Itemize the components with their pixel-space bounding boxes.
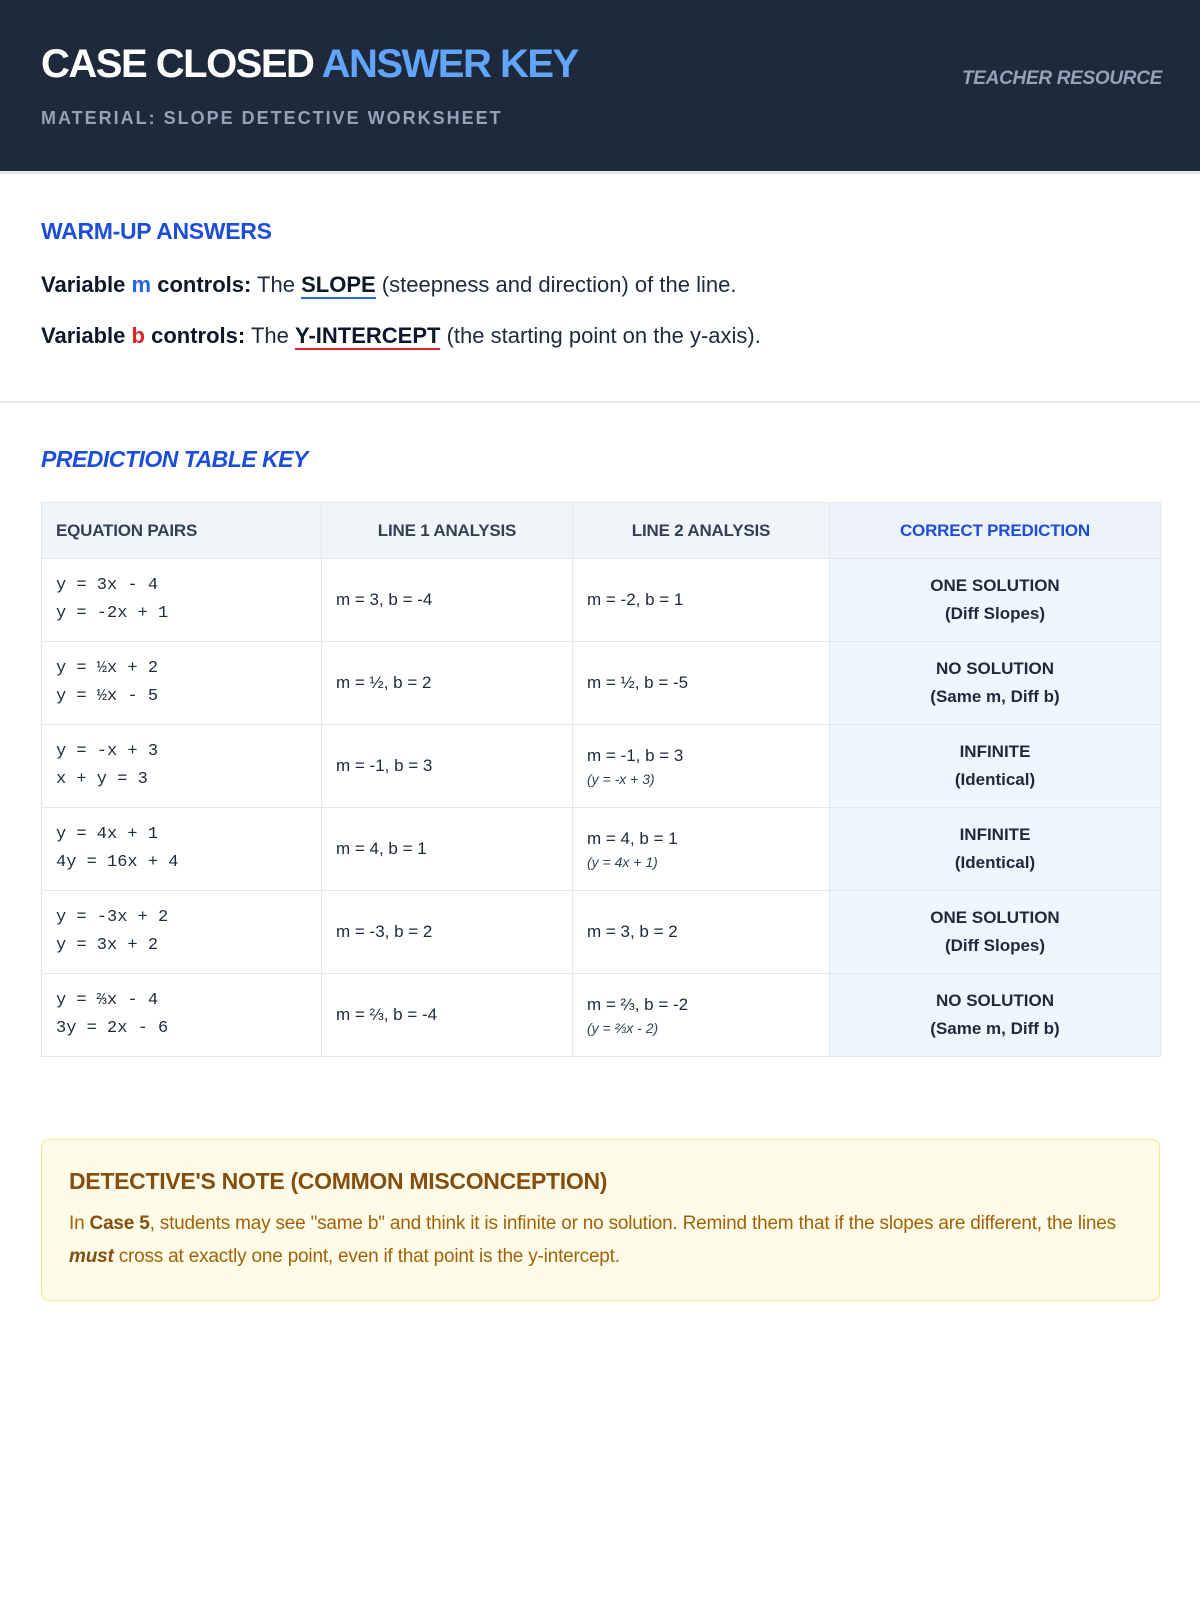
equation-2: y = 3x + 2 (56, 936, 159, 955)
line2-prefix: Variable (41, 323, 126, 348)
equation-pair-cell (42, 642, 322, 725)
prediction-cell (830, 974, 1161, 1057)
equation-2: x + y = 3 (56, 770, 148, 789)
prediction-reason: (Identical) (954, 770, 1036, 789)
line2-analysis-cell (573, 642, 830, 725)
equation-1: y = -x + 3 (56, 742, 159, 761)
equation-1: y = -3x + 2 (56, 908, 169, 927)
table-row (42, 642, 1161, 725)
line1-controls: controls: (157, 272, 252, 297)
prediction-reason: (Same m, Diff b) (930, 687, 1060, 706)
line1-rest: (steepness and direction) of the line. (381, 272, 737, 297)
line1-analysis-cell (322, 974, 573, 1057)
title-main: CASE CLOSED (41, 42, 314, 86)
line2-rewritten: (y = -x + 3) (587, 770, 655, 787)
table-row (42, 559, 1161, 642)
line2-analysis: m = -1, b = 3 (587, 745, 684, 765)
prediction-reason: (Same m, Diff b) (930, 1019, 1060, 1038)
line1-analysis: m = ½, b = 2 (336, 673, 432, 692)
note-body (69, 1207, 1132, 1273)
line2-analysis: m = -2, b = 1 (587, 590, 684, 609)
equation-2: 3y = 2x - 6 (56, 1019, 169, 1038)
equation-pair-cell (42, 974, 322, 1057)
prediction-cell (830, 891, 1161, 974)
line1-analysis: m = -3, b = 2 (336, 922, 433, 941)
line1-analysis: m = ⅔, b = -4 (336, 1005, 438, 1024)
header-line1-analysis: LINE 1 ANALYSIS (322, 503, 573, 559)
prediction-table-title: PREDICTION TABLE KEY (41, 446, 308, 472)
line2-analysis: m = ⅔, b = -2 (587, 994, 689, 1014)
prediction-result: NO SOLUTION (935, 659, 1055, 678)
line2-analysis-cell (573, 974, 830, 1057)
note-emphasis: must (69, 1246, 114, 1267)
prediction-table (41, 502, 1161, 1057)
prediction-cell (830, 559, 1161, 642)
header-banner (0, 0, 1200, 174)
line2-analysis: m = ½, b = -5 (587, 673, 689, 692)
equation-1: y = 3x - 4 (56, 576, 159, 595)
equation-1: y = ½x + 2 (56, 659, 159, 678)
prediction-cell (830, 642, 1161, 725)
equation-pair-cell (42, 808, 322, 891)
answer-slope: SLOPE (301, 272, 376, 297)
line2-analysis-cell (573, 725, 830, 808)
section-divider (0, 401, 1200, 403)
equation-2: y = -2x + 1 (56, 604, 169, 623)
line1-the: The (257, 272, 295, 297)
prediction-reason: (Identical) (954, 853, 1036, 872)
prediction-result: INFINITE (959, 742, 1031, 761)
table-row (42, 725, 1161, 808)
line2-the: The (250, 323, 289, 348)
header-correct-prediction: CORRECT PREDICTION (830, 503, 1161, 559)
prediction-reason: (Diff Slopes) (944, 936, 1046, 955)
prediction-result: INFINITE (959, 825, 1031, 844)
line1-analysis-cell (322, 642, 573, 725)
line1-analysis: m = 3, b = -4 (336, 590, 433, 609)
line2-analysis-cell (573, 559, 830, 642)
line1-analysis-cell (322, 559, 573, 642)
warmup-answer-m (41, 272, 1161, 298)
line1-analysis-cell (322, 891, 573, 974)
prediction-result: ONE SOLUTION (930, 576, 1060, 595)
line2-controls: controls: (151, 323, 246, 348)
line1-prefix: Variable (41, 272, 126, 297)
line2-rest: (the starting point on the y-axis). (446, 323, 761, 348)
detectives-note (41, 1139, 1160, 1301)
prediction-cell (830, 725, 1161, 808)
equation-1: y = ⅔x - 4 (56, 991, 159, 1010)
title-accent: ANSWER KEY (321, 42, 578, 86)
equation-2: y = ½x - 5 (56, 687, 159, 706)
table-row (42, 808, 1161, 891)
table-header-row (42, 503, 1161, 559)
page-title (41, 42, 578, 87)
warmup-section (41, 218, 1161, 349)
line1-analysis-cell (322, 808, 573, 891)
line2-analysis-cell (573, 808, 830, 891)
note-case: Case 5 (89, 1213, 150, 1234)
equation-1: y = 4x + 1 (56, 825, 159, 844)
line2-rewritten: (y = 4x + 1) (587, 853, 658, 870)
line1-analysis: m = 4, b = 1 (336, 839, 427, 858)
warmup-answer-b (41, 323, 1161, 349)
prediction-result: NO SOLUTION (935, 991, 1055, 1010)
header-line2-analysis: LINE 2 ANALYSIS (573, 503, 830, 559)
note-part3: cross at exactly one point, even if that point is the y-intercept. (118, 1246, 620, 1267)
note-title: DETECTIVE'S NOTE (COMMON MISCONCEPTION) (69, 1168, 608, 1194)
line2-rewritten: (y = ⅔x - 2) (587, 1019, 659, 1036)
line1-analysis: m = -1, b = 3 (336, 756, 433, 775)
line2-analysis-cell (573, 891, 830, 974)
equation-pair-cell (42, 559, 322, 642)
answer-y-intercept: Y-INTERCEPT (294, 323, 441, 348)
table-row (42, 891, 1161, 974)
prediction-cell (830, 808, 1161, 891)
material-subtitle: MATERIAL: SLOPE DETECTIVE WORKSHEET (41, 108, 503, 128)
variable-m: m (131, 272, 152, 297)
table-row (42, 974, 1161, 1057)
prediction-reason: (Diff Slopes) (944, 604, 1046, 623)
warmup-title: WARM-UP ANSWERS (41, 218, 272, 244)
teacher-resource-tag: TEACHER RESOURCE (962, 68, 1162, 89)
equation-pair-cell (42, 891, 322, 974)
line2-analysis: m = 4, b = 1 (587, 828, 678, 848)
note-part2: , students may see "same b" and think it is infinite or no solution. Remind them that if the slopes are different, the lines (149, 1213, 1116, 1234)
prediction-result: ONE SOLUTION (930, 908, 1060, 927)
variable-b: b (131, 323, 145, 348)
note-part1: In (69, 1213, 85, 1234)
header-equation-pairs: EQUATION PAIRS (42, 503, 322, 559)
line2-analysis: m = 3, b = 2 (587, 922, 678, 941)
equation-pair-cell (42, 725, 322, 808)
line1-analysis-cell (322, 725, 573, 808)
equation-2: 4y = 16x + 4 (56, 853, 179, 872)
